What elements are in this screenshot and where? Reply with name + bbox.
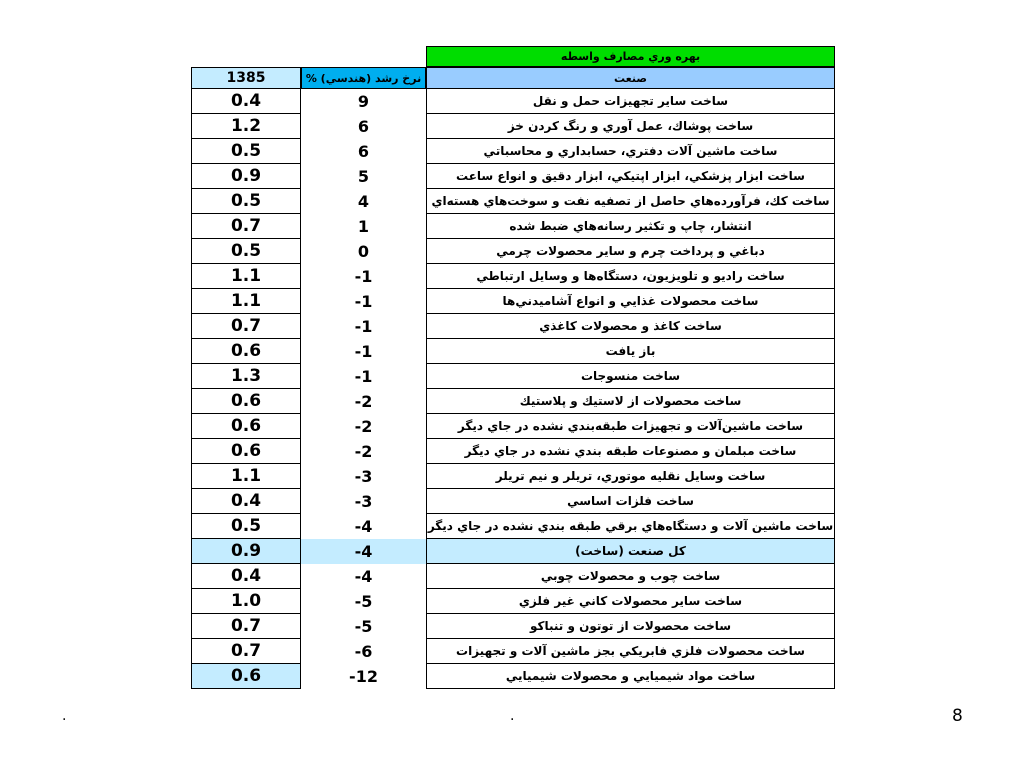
- industry-name-cell: ساخت محصولات غذايي و انواع آشاميدني‌ها: [426, 289, 835, 314]
- year-value-cell: 1.1: [191, 464, 301, 489]
- year-value-cell: 0.7: [191, 314, 301, 339]
- industry-name-cell: باز يافت: [426, 339, 835, 364]
- growth-rate-cell: -4: [301, 539, 426, 564]
- industry-name-cell: انتشار، چاپ و تكثير رسانه‌هاي ضبط شده: [426, 214, 835, 239]
- growth-rate-cell: -1: [354, 267, 373, 286]
- growth-rate-cell: -6: [354, 642, 373, 661]
- year-value-cell: 1.0: [191, 589, 301, 614]
- year-value-cell: 0.5: [191, 189, 301, 214]
- header-industry: صنعت: [426, 67, 835, 89]
- year-value-cell: 0.7: [191, 614, 301, 639]
- year-value-cell: 0.6: [191, 664, 301, 689]
- growth-rate-cell: -2: [354, 442, 373, 461]
- footer-dot-center: .: [510, 708, 515, 724]
- industry-name-cell: ساخت چوب و محصولات چوبي: [426, 564, 835, 589]
- year-value-cell: 0.9: [191, 164, 301, 189]
- page-number: 8: [952, 706, 963, 726]
- industry-name-cell: ساخت كاغذ و محصولات كاغذي: [426, 314, 835, 339]
- growth-rate-cell: -2: [354, 392, 373, 411]
- header-growth-rate: نرخ رشد (هندسي) %: [301, 67, 426, 89]
- industry-name-cell: ساخت مبلمان و مصنوعات طبقه بندي نشده در جاي ديگر: [426, 439, 835, 464]
- industry-name-cell: ساخت منسوجات: [426, 364, 835, 389]
- year-value-cell: 0.4: [191, 89, 301, 114]
- growth-rate-cell: 5: [357, 167, 370, 186]
- growth-rate-cell: -5: [354, 617, 373, 636]
- industry-name-cell: ساخت ماشين آلات و دستگاه‌هاي برقي طبقه بندي نشده در جاي ديگر: [426, 514, 835, 539]
- growth-rate-cell: -3: [354, 492, 373, 511]
- industry-name-cell: ساخت ماشين‌آلات و تجهيزات طبقه‌بندي نشده در جاي ديگر: [426, 414, 835, 439]
- year-value-cell: 0.7: [191, 214, 301, 239]
- growth-rate-cell: -1: [354, 317, 373, 336]
- growth-rate-cell: -1: [354, 342, 373, 361]
- growth-rate-cell: 9: [357, 92, 370, 111]
- year-value-cell: 1.3: [191, 364, 301, 389]
- industry-name-cell: ساخت وسايل نقليه موتوري، تريلر و نيم تريلر: [426, 464, 835, 489]
- industry-name-cell: ساخت مواد شيميايي و محصولات شيميايي: [426, 664, 835, 689]
- industry-name-cell: ساخت ساير محصولات كاني غير فلزي: [426, 589, 835, 614]
- year-value-cell: 0.7: [191, 639, 301, 664]
- year-value-cell: 0.9: [191, 539, 301, 564]
- growth-rate-cell: 0: [357, 242, 370, 261]
- growth-rate-cell: -12: [349, 667, 378, 686]
- footer-dot-left: .: [62, 708, 67, 724]
- industry-name-cell: كل صنعت (ساخت): [426, 539, 835, 564]
- table-title: بهره وري مصارف واسطه: [426, 46, 835, 67]
- industry-name-cell: ساخت كك، فرآورده‌هاي حاصل از تصفيه نفت و سوخت‌هاي هسته‌اي: [426, 189, 835, 214]
- industry-name-cell: ساخت ساير تجهيزات حمل و نقل: [426, 89, 835, 114]
- industry-name-cell: ساخت فلزات اساسي: [426, 489, 835, 514]
- growth-rate-cell: -4: [354, 517, 373, 536]
- industry-name-cell: ساخت پوشاك، عمل آوري و رنگ كردن خز: [426, 114, 835, 139]
- growth-rate-cell: -1: [354, 367, 373, 386]
- growth-rate-cell: -4: [354, 567, 373, 586]
- industry-name-cell: ساخت محصولات از لاستيك و پلاستيك: [426, 389, 835, 414]
- header-year: 1385: [191, 67, 301, 89]
- year-value-cell: 0.6: [191, 339, 301, 364]
- industry-name-cell: دباغي و پرداخت چرم و ساير محصولات چرمي: [426, 239, 835, 264]
- growth-rate-cell: 1: [357, 217, 370, 236]
- growth-rate-cell: -5: [354, 592, 373, 611]
- year-value-cell: 1.1: [191, 289, 301, 314]
- year-value-cell: 0.6: [191, 439, 301, 464]
- growth-rate-cell: -2: [354, 417, 373, 436]
- year-value-cell: 0.5: [191, 139, 301, 164]
- growth-rate-cell: -3: [354, 467, 373, 486]
- growth-rate-cell: -1: [354, 292, 373, 311]
- industry-name-cell: ساخت ابزار پزشكي، ابزار اپتيكي، ابزار دقيق و انواع ساعت: [426, 164, 835, 189]
- year-value-cell: 0.6: [191, 389, 301, 414]
- industry-name-cell: ساخت راديو و تلويزيون، دستگاه‌ها و وسايل ارتباطي: [426, 264, 835, 289]
- year-value-cell: 0.5: [191, 514, 301, 539]
- industry-name-cell: ساخت محصولات فلزي فابريكي بجز ماشين آلات و تجهيزات: [426, 639, 835, 664]
- industry-name-cell: ساخت محصولات از توتون و تنباكو: [426, 614, 835, 639]
- growth-rate-cell: 4: [357, 192, 370, 211]
- year-value-cell: 0.4: [191, 489, 301, 514]
- growth-rate-cell: 6: [357, 117, 370, 136]
- year-value-cell: 0.6: [191, 414, 301, 439]
- year-value-cell: 1.1: [191, 264, 301, 289]
- industry-name-cell: ساخت ماشين آلات دفتري، حسابداري و محاسباتي: [426, 139, 835, 164]
- growth-rate-cell: 6: [357, 142, 370, 161]
- year-value-cell: 0.5: [191, 239, 301, 264]
- year-value-cell: 0.4: [191, 564, 301, 589]
- year-value-cell: 1.2: [191, 114, 301, 139]
